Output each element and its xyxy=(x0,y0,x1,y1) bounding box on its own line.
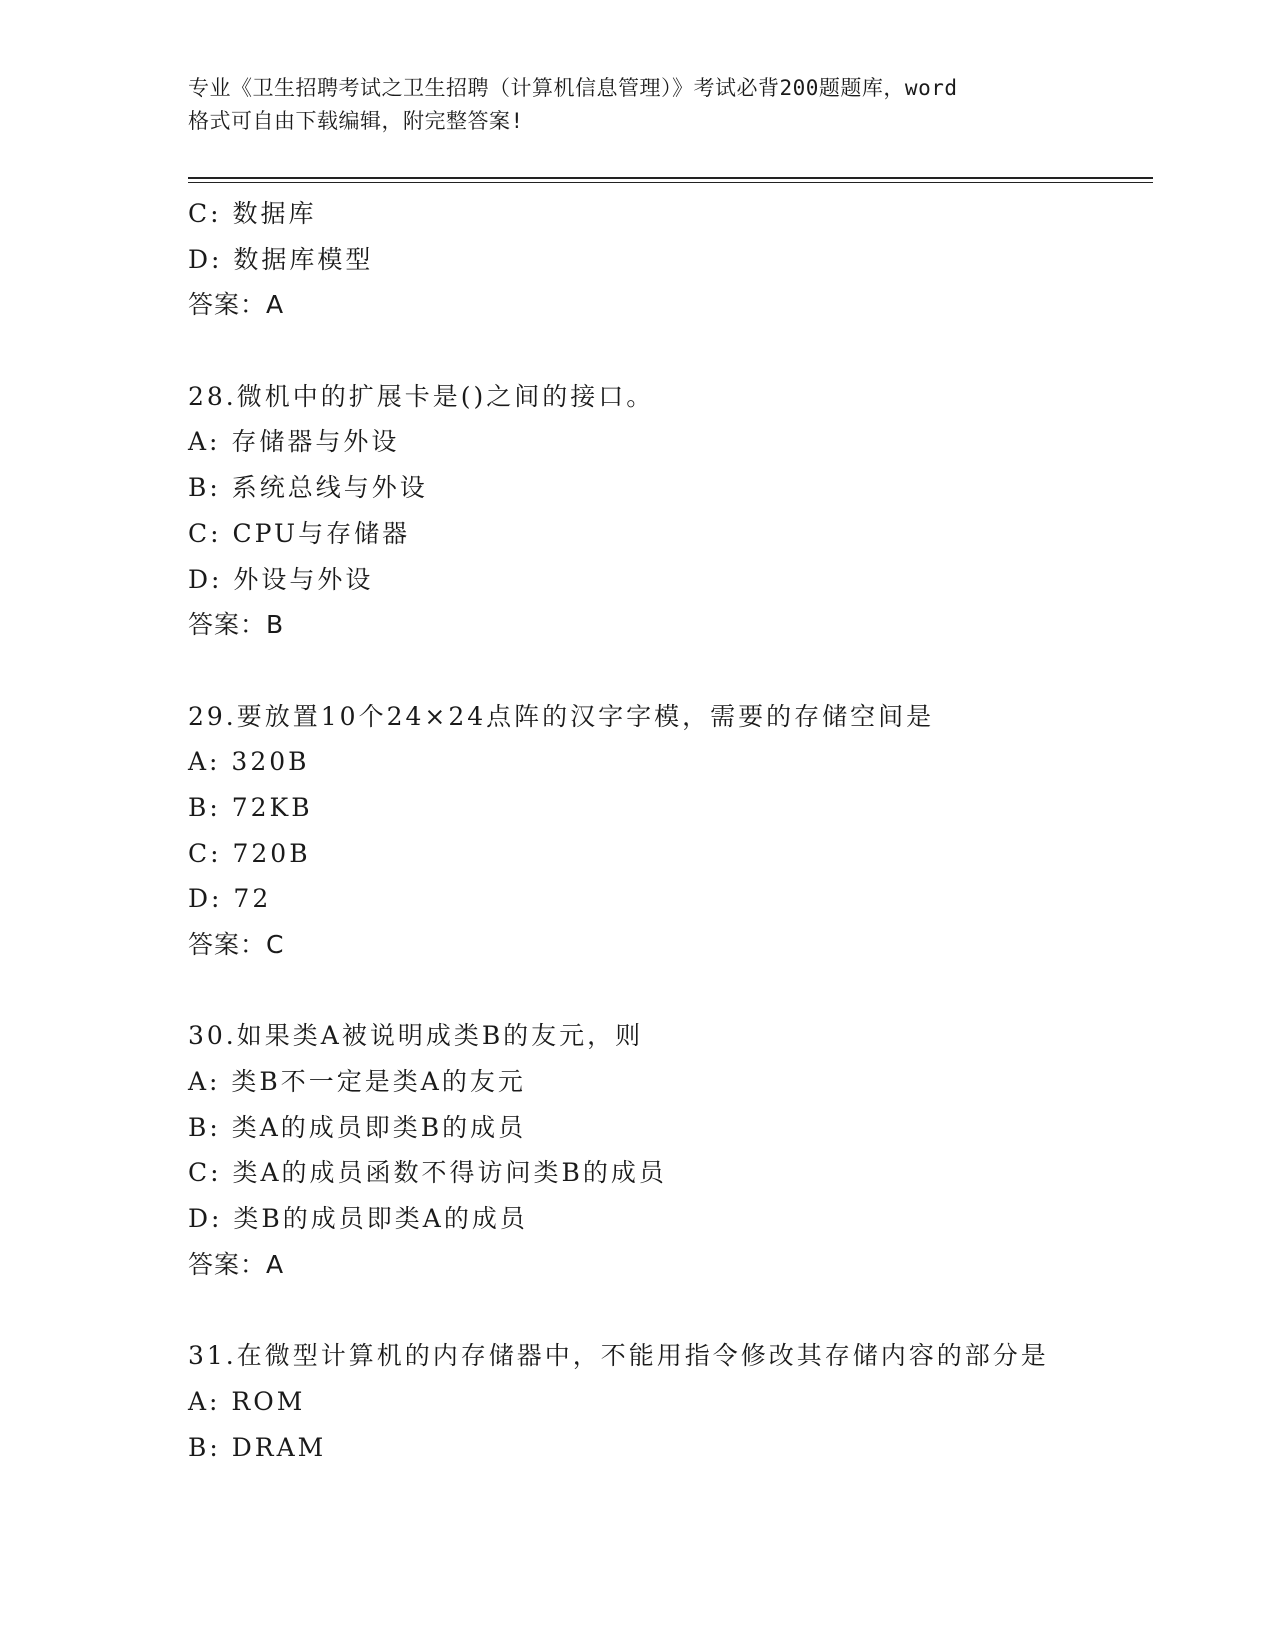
header-divider-thick xyxy=(188,177,1153,179)
document-header xyxy=(188,72,1088,138)
question-text: 29.要放置10个24×24点阵的汉字字模，需要的存储空间是 xyxy=(188,701,935,731)
option-d: D: 72 xyxy=(188,884,272,914)
option-c: C: 720B xyxy=(188,838,311,868)
option-b: B: 类A的成员即类B的成员 xyxy=(188,1112,527,1142)
question-text: 31.在微型计算机的内存储器中，不能用指令修改其存储内容的部分是 xyxy=(188,1341,1049,1371)
header-line-1: 专业《卫生招聘考试之卫生招聘（计算机信息管理）》考试必背200题题库，word xyxy=(188,76,958,100)
question-text: 28.微机中的扩展卡是()之间的接口。 xyxy=(188,381,655,411)
option-a: A: 类B不一定是类A的友元 xyxy=(188,1067,526,1097)
option-b: B: DRAM xyxy=(188,1432,327,1462)
option-d: D: 类B的成员即类A的成员 xyxy=(188,1204,528,1234)
spacer xyxy=(188,648,1153,694)
option-d: D: 数据库模型 xyxy=(188,244,374,274)
spacer xyxy=(188,328,1153,374)
answer-line: 答案：C xyxy=(188,930,285,959)
spacer xyxy=(188,968,1153,1014)
option-d: D: 外设与外设 xyxy=(188,564,374,594)
spacer xyxy=(188,1288,1153,1334)
question-text: 30.如果类A被说明成类B的友元，则 xyxy=(188,1021,644,1051)
option-b: B: 系统总线与外设 xyxy=(188,473,428,503)
option-a: A: ROM xyxy=(188,1386,306,1416)
answer-line: 答案：B xyxy=(188,610,285,640)
header-line-2: 格式可自由下载编辑，附完整答案! xyxy=(188,109,524,133)
header-divider-thin xyxy=(188,182,1153,183)
option-b: B: 72KB xyxy=(188,792,313,822)
option-c: C: 数据库 xyxy=(188,199,317,228)
option-c: C: 类A的成员函数不得访问类B的成员 xyxy=(188,1158,667,1188)
answer-line: 答案：A xyxy=(188,1249,285,1279)
answer-line: 答案：A xyxy=(188,290,285,320)
question-list xyxy=(188,191,1153,1470)
option-a: A: 320B xyxy=(188,747,310,777)
option-c: C: CPU与存储器 xyxy=(188,518,411,548)
option-a: A: 存储器与外设 xyxy=(188,427,400,457)
